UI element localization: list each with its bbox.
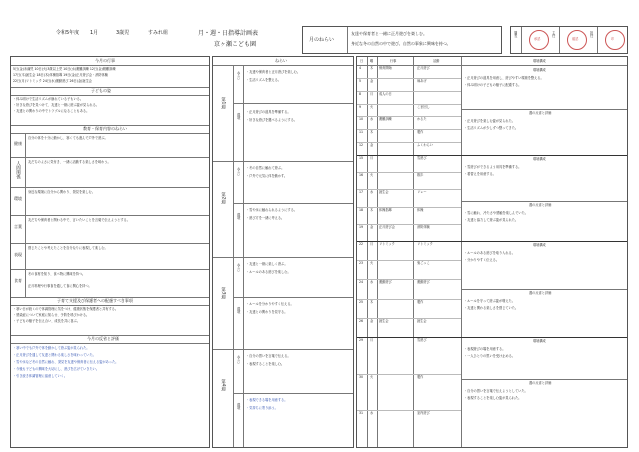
row-text: 友だちのよさに気付き、一緒に活動する楽しさを味わう。 xyxy=(28,160,111,164)
cal-header: 日 xyxy=(360,59,364,63)
child-line: ・友達との関わりの中でトラブルになることもある。 xyxy=(13,109,90,113)
content-title: 教育・保育内容のねらい xyxy=(83,126,127,131)
week-env: ・表現できる場を用意する。 xyxy=(246,398,288,402)
weekday: 木 xyxy=(370,299,374,304)
activity-text: 雪遊び xyxy=(417,156,427,160)
week-env: ・雪や氷に触れられるようにする。 xyxy=(246,208,297,212)
day-number: 30 xyxy=(359,374,364,379)
eval-title: 今月の反省と評価 xyxy=(87,336,119,341)
env-line: ・雪に触れ、冷たさや感触を楽しんでいた。 xyxy=(464,211,528,215)
activity-text: 室内遊び xyxy=(417,411,430,416)
weekday: 月 xyxy=(370,91,374,96)
day-number: 24 xyxy=(359,280,364,285)
row-text: 冬の食材を知り、食べ物に興味を持つ。 xyxy=(28,272,86,276)
weekday: 金 xyxy=(370,224,374,229)
weekday: 水 xyxy=(370,280,374,285)
week-aim-header: ねらい xyxy=(236,71,241,81)
week-env-header: 環境 xyxy=(236,113,241,120)
row-label: 表現 xyxy=(14,252,22,257)
era-label: 令和5年度 xyxy=(56,30,80,36)
events-line: 22日(月)リトミック 24日(水)運動遊び 26日(金)誕生会 xyxy=(13,79,92,83)
calendar-panel xyxy=(356,56,628,448)
env-line: ・正月遊びを楽しむ姿が見られた。 xyxy=(464,119,515,123)
week-aim: ・ルールのある遊びを楽しむ。 xyxy=(246,270,291,274)
event-text: 誕生会 xyxy=(379,318,389,323)
stamp-label: 園長 xyxy=(513,31,518,38)
activity-text: 鬼ごっこ xyxy=(417,261,430,266)
weekday: 金 xyxy=(370,78,374,83)
activity-text: 消防体験 xyxy=(417,224,430,229)
day-number: 25 xyxy=(359,299,364,304)
col-aim-header: ねらい xyxy=(275,58,287,63)
env-title: 環境構成 xyxy=(533,68,546,72)
event-text: 運動遊び xyxy=(379,280,392,285)
plan-type: 月・週・日指導計画表 xyxy=(198,30,259,37)
row-text: 自分の体を十分に動かし、寒くても進んで戸外で遊ぶ。 xyxy=(28,136,108,140)
day-number: 22 xyxy=(359,242,364,246)
week-label: 第4週 xyxy=(220,379,226,391)
cal-header: 曜 xyxy=(370,59,374,63)
week-aim: ・友達と一緒に楽しく遊ぶ。 xyxy=(246,262,288,266)
weekday: 木 xyxy=(370,66,374,70)
weekday: 木 xyxy=(370,130,374,135)
week-env-header: 環境 xyxy=(236,213,241,220)
week-env-header: 環境 xyxy=(236,403,241,410)
event-text: 正月遊び会 xyxy=(379,224,395,229)
weekly-panel xyxy=(212,56,354,448)
week-aim-header: ねらい xyxy=(236,263,241,273)
activity-text: 運動遊び xyxy=(417,280,430,285)
weekday: 火 xyxy=(370,173,374,178)
row-text: 身近な環境に自分から関わり、発見を楽しむ。 xyxy=(28,190,95,194)
day-number: 4 xyxy=(359,66,362,70)
stamp-label: 担任 xyxy=(589,31,594,38)
row-label: 健康 xyxy=(14,141,22,146)
week-aim: ・友達や保育者と正月遊びを楽しむ。 xyxy=(246,70,301,74)
day-number: 8 xyxy=(359,91,362,96)
header-bar xyxy=(12,24,192,42)
school-name: 京ヶ瀬こども園 xyxy=(214,41,257,48)
day-number: 12 xyxy=(359,143,364,148)
event-text: 成人の日 xyxy=(379,91,392,96)
weekday: 水 xyxy=(370,411,374,416)
weekday: 金 xyxy=(370,318,374,323)
activity-text: ふくわらい xyxy=(417,143,433,148)
approval-stamp: 承認 xyxy=(529,30,549,50)
week-env: ・ルールを分かりやすく伝える。 xyxy=(246,302,294,306)
env-title: 週の反省と評価 xyxy=(529,111,552,115)
eval-line: ・正月遊びを通して友達と関わる楽しさを味わっていた。 xyxy=(13,353,96,357)
env-line: ・自分の思いを言葉で伝えようとしていた。 xyxy=(464,389,528,393)
day-number: 5 xyxy=(359,78,362,83)
weekday: 水 xyxy=(370,190,374,195)
stamp-label: 主任 xyxy=(551,31,556,38)
day-number: 31 xyxy=(359,411,364,416)
activity-text: 誕生会 xyxy=(417,318,427,323)
child-title: 子どもの姿 xyxy=(91,88,111,93)
child-line: ・休み明けで生活リズムが崩れている子もいる。 xyxy=(13,97,84,101)
eval-line: ・寒い中でも戸外で体を動かして遊ぶ姿が見られた。 xyxy=(13,346,90,350)
activity-text: 雪遊び xyxy=(417,338,427,342)
day-number: 11 xyxy=(359,130,364,135)
weekday: 月 xyxy=(370,156,374,160)
day-number: 16 xyxy=(359,173,364,178)
event-text: 保育開始 xyxy=(379,66,392,70)
env-line: ・着替えを用意する。 xyxy=(464,172,496,176)
week-env: ・気持ちに寄り添う。 xyxy=(246,406,278,410)
activity-text: 製作 xyxy=(417,130,424,135)
weekday: 月 xyxy=(370,338,374,342)
activity-text: 製作 xyxy=(417,299,424,304)
weekday: 金 xyxy=(370,143,374,148)
env-title: 環境構成 xyxy=(533,157,546,161)
day-number: 19 xyxy=(359,224,364,229)
week-env: ・友達との関わりを見守る。 xyxy=(246,310,288,314)
aim-line: 身近な冬の自然の中で遊び、自然の事象に興味を持つ。 xyxy=(351,41,451,46)
weekday: 火 xyxy=(370,104,374,109)
env-title: 週の反省と評価 xyxy=(529,291,552,295)
day-number: 15 xyxy=(359,156,364,160)
week-aim-header: ねらい xyxy=(236,167,241,177)
activity-text: 正月遊び xyxy=(417,66,430,70)
day-number: 9 xyxy=(359,104,362,109)
env-line: ・表現遊びの場を用意する。 xyxy=(464,347,506,351)
env-line: ・ルールのある遊びを取り入れる。 xyxy=(464,251,515,255)
env-line: ・正月遊びの道具を用意し、遊びやすい環境を整える。 xyxy=(464,76,544,80)
week-aim: ・戸外で元気に体を動かす。 xyxy=(246,174,288,178)
env-line: ・表現することを楽しむ姿が見られた。 xyxy=(464,396,522,400)
day-number: 10 xyxy=(359,117,364,122)
week-aim: ・自分の思いを言葉で伝える。 xyxy=(246,354,291,358)
env-line: ・友達と協力して遊ぶ姿が見られた。 xyxy=(464,218,519,222)
week-env-header: 環境 xyxy=(236,307,241,314)
env-title: 環境構成 xyxy=(533,339,546,343)
activity-text: リトミック xyxy=(417,242,433,246)
activity-text: 体操 xyxy=(417,207,424,212)
week-aim: ・冬の自然に触れて遊ぶ。 xyxy=(246,166,285,170)
day-number: 17 xyxy=(359,190,364,195)
week-env: ・遊び方を一緒に考える。 xyxy=(246,216,285,220)
env-title: 週の反省と評価 xyxy=(529,203,552,207)
day-number: 18 xyxy=(359,207,364,212)
week-label: 第2週 xyxy=(220,192,226,204)
env-line: ・生活リズムが少しずつ整ってきた。 xyxy=(464,126,519,130)
cal-header: 活動 xyxy=(433,59,440,63)
support-line: ・感染症について家庭に知らせ、予防を呼びかける。 xyxy=(13,313,90,317)
env-line: ・雪遊びができるよう用具を準備する。 xyxy=(464,165,522,169)
day-number: 23 xyxy=(359,261,364,266)
activity-text: リレー xyxy=(417,190,427,195)
row-label: 言葉 xyxy=(14,224,22,229)
weekday: 火 xyxy=(370,374,374,379)
eval-line: ・引き続き体調管理に留意していく。 xyxy=(13,374,68,378)
week-aim: ・表現することを楽しむ。 xyxy=(246,362,285,366)
env-line: ・友達と関わる楽しさを感じていた。 xyxy=(464,306,519,310)
env-line: ・分かりやすく伝える。 xyxy=(464,258,500,262)
eval-line: ・今後も子どもの興味を大切にし、遊びを広げていきたい。 xyxy=(13,367,100,371)
check-stamp: 確認 xyxy=(567,30,587,50)
activity-text: 凧あげ xyxy=(417,78,427,83)
row-text: 友だちや保育者と関わる中で、言いたいことを言葉で伝えようとする。 xyxy=(28,218,130,222)
row-label: 人間関係 xyxy=(15,161,21,179)
row-label: 食育 xyxy=(14,278,22,283)
cal-header: 行事 xyxy=(390,59,397,63)
week-aim-header: ねらい xyxy=(236,355,241,365)
env-title: 週の反省と評価 xyxy=(529,381,552,385)
week-label: 第3週 xyxy=(220,287,226,299)
day-number: 26 xyxy=(359,318,364,323)
events-line: 5日(金)未満児 10日(火)3歳以上児 10日(水)避難訓練 12日(金)避難訓練 xyxy=(13,67,116,71)
activity-text: かるた xyxy=(417,117,427,122)
cal-header: 環境構成 xyxy=(533,59,546,63)
row-text: 正月料理や行事食を通して食に関心を持つ。 xyxy=(28,284,92,288)
activity-text: 散歩 xyxy=(417,173,424,178)
support-line: ・寒い日が続くので体調管理に気をつけ、健康状態を保護者と共有する。 xyxy=(13,307,119,311)
env-line: ・一人ひとりの思いを受け止める。 xyxy=(464,354,515,358)
event-text: 避難訓練 xyxy=(379,117,392,122)
weekday: 月 xyxy=(370,242,374,246)
left-panel xyxy=(10,56,210,448)
events-line: 17日(木)誕生会 18日(木)体操指導 19日(金)正月遊び会・消防体験 xyxy=(13,73,108,77)
week-env: ・正月遊びの道具を準備する。 xyxy=(246,110,291,114)
day-number: 29 xyxy=(359,338,364,342)
teacher-stamp: 印 xyxy=(605,30,625,50)
week-env: ・好きな遊びを選べるようにする。 xyxy=(246,118,297,122)
env-line: ・休み明けの子どもの様子に配慮する。 xyxy=(464,83,522,87)
aim-label: 月のねらい xyxy=(309,37,335,43)
event-text: 誕生会 xyxy=(379,190,389,195)
child-line: ・好きな遊びを見つけて、友達と一緒に遊ぶ姿が見られる。 xyxy=(13,103,99,107)
support-title: 子育て支援及び保護者への配慮すべき事項 xyxy=(57,298,133,303)
event-text: リトミック xyxy=(379,242,395,246)
weekday: 水 xyxy=(370,117,374,122)
events-title: 今月の行事 xyxy=(95,58,115,63)
monthly-aim-box xyxy=(302,26,502,54)
event-text: 体操指導 xyxy=(379,207,392,212)
row-label: 環境 xyxy=(14,196,22,201)
week-aim: ・生活リズムを整える。 xyxy=(246,78,281,82)
env-title: 環境構成 xyxy=(533,243,546,247)
env-line: ・ルールを守って遊ぶ姿が増えた。 xyxy=(464,299,515,303)
class-label: すみれ組 xyxy=(148,30,169,36)
activity-text: こま回し xyxy=(417,104,430,109)
aim-line: 友達や保育者と一緒に正月遊びを楽しむ。 xyxy=(351,31,427,36)
eval-line: ・雪や氷など冬の自然に触れ、発見を友達や保育者に伝える姿があった。 xyxy=(13,360,119,364)
activity-text: 製作 xyxy=(417,374,424,379)
stamp-box xyxy=(510,26,628,54)
month-label: 1月 xyxy=(90,30,99,36)
support-line: ・子どもの様子を伝え合い、成長を共に喜ぶ。 xyxy=(13,319,80,323)
weekday: 火 xyxy=(370,261,374,266)
week-label: 第1週 xyxy=(220,97,226,109)
row-text: 感じたことや考えたことを自分なりに表現して楽しむ。 xyxy=(28,246,108,250)
age-label: 3歳児 xyxy=(116,30,130,36)
weekday: 木 xyxy=(370,207,374,212)
